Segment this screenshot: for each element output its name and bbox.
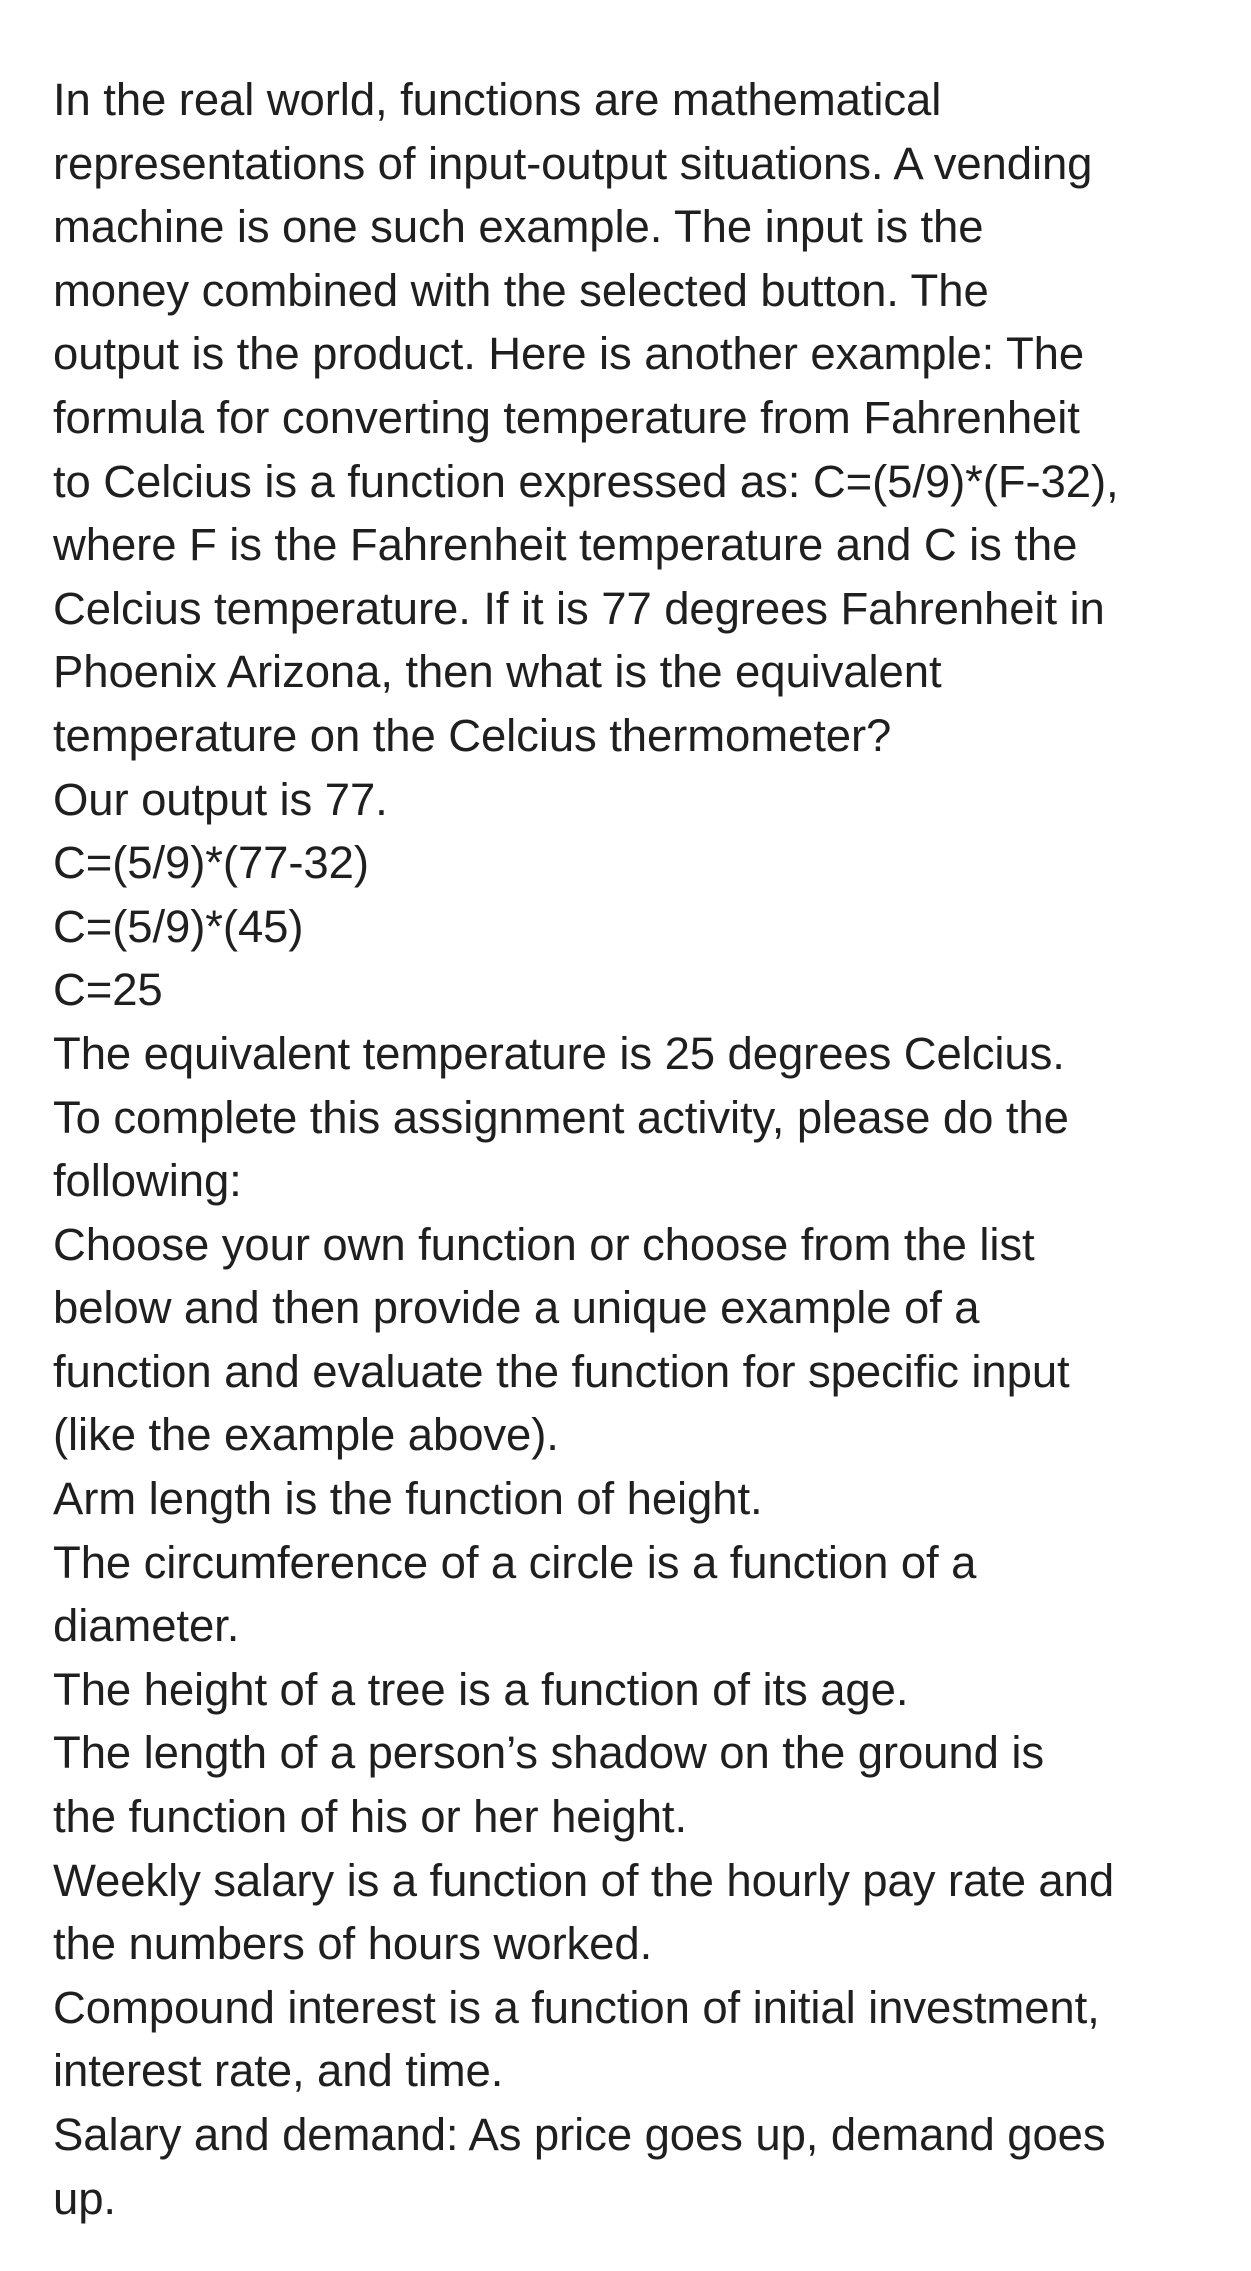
text-line: diameter. — [53, 1600, 240, 1652]
text-line: below and then provide a unique example of a — [53, 1282, 980, 1334]
text-line: The length of a person’s shadow on the ground is — [53, 1727, 1044, 1779]
document-text — [53, 68, 1211, 2230]
text-line: Salary and demand: As price goes up, demand goes — [53, 2109, 1106, 2160]
text-line: the numbers of hours worked. — [53, 1918, 653, 1970]
text-line: where F is the Fahrenheit temperature and C is the — [53, 519, 1078, 571]
text-line: The circumference of a circle is a function of a — [53, 1536, 977, 1588]
text-line: Phoenix Arizona, then what is the equivalent — [53, 646, 942, 698]
text-line: Compound interest is a function of initial investment, — [53, 1981, 1100, 2033]
text-line: C=25 — [53, 964, 163, 1016]
text-line: money combined with the selected button. The — [53, 264, 989, 316]
text-line: machine is one such example. The input is the — [53, 201, 984, 253]
text-line: The height of a tree is a function of its age. — [53, 1663, 909, 1715]
text-line: to Celcius is a function expressed as: C=(5/9)*(F-32), — [53, 455, 1119, 507]
text-line: Arm length is the function of height. — [53, 1473, 763, 1525]
text-line: following: — [53, 1155, 242, 1207]
text-line: up. — [53, 2172, 116, 2224]
text-line: Celcius temperature. If it is 77 degrees Fahrenheit in — [53, 582, 1105, 634]
text-line: output is the product. Here is another example: The — [53, 328, 1085, 380]
text-line: C=(5/9)*(45) — [53, 900, 304, 952]
text-line: (like the example above). — [53, 1409, 559, 1461]
text-line: interest rate, and time. — [53, 2045, 504, 2097]
text-line: the function of his or her height. — [53, 1791, 688, 1843]
text-line: To complete this assignment activity, please do the — [53, 1091, 1069, 1143]
text-line: C=(5/9)*(77-32) — [53, 837, 369, 889]
text-line: representations of input-output situations. A vending — [53, 137, 1093, 189]
text-line: The equivalent temperature is 25 degrees Celcius. — [53, 1027, 1065, 1079]
text-line: temperature on the Celcius thermometer? — [53, 709, 892, 761]
text-line: function and evaluate the function for specific input — [53, 1345, 1070, 1397]
text-line: Our output is 77. — [53, 773, 388, 825]
text-line: In the real world, functions are mathematical — [53, 74, 942, 125]
text-line: formula for converting temperature from Fahrenheit — [53, 391, 1080, 443]
text-line: Weekly salary is a function of the hourly pay rate and — [53, 1854, 1115, 1906]
text-line: Choose your own function or choose from the list — [53, 1218, 1035, 1270]
